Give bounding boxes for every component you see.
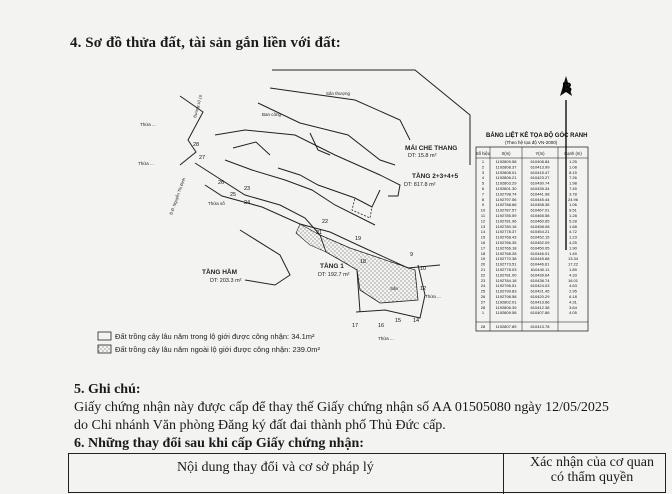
coord-cell: 4.33 bbox=[569, 272, 577, 278]
coord-cell: 1192808.37 bbox=[495, 164, 517, 170]
coord-cell: 9 bbox=[481, 202, 485, 208]
coord-cell: 610424.03 bbox=[530, 283, 550, 289]
coord-cell: 12 bbox=[480, 218, 486, 224]
coord-cell: 610412.38 bbox=[530, 304, 550, 310]
coord-cell: 1192778.03 bbox=[495, 267, 517, 272]
coord-cell: 1192806.21 bbox=[495, 175, 517, 181]
coord-cell: 1.28 bbox=[569, 213, 577, 218]
coord-cell: 1192808.01 bbox=[495, 169, 517, 175]
coord-cell: 610452.09 bbox=[530, 240, 550, 245]
plot-number-label: Thửa số bbox=[208, 201, 225, 206]
coord-cell: 21 bbox=[480, 267, 486, 272]
coord-cell: 1.06 bbox=[569, 202, 577, 208]
svg-text:24: 24 bbox=[244, 200, 251, 206]
note-line-2: do Chi nhánh Văn phòng Đăng ký đất đai thành phố Thủ Đức cấp. bbox=[74, 418, 446, 433]
coord-cell: 610465.58 bbox=[530, 213, 550, 218]
coord-cell: 610446.01 bbox=[530, 250, 550, 256]
coord-cell: 7.45 bbox=[569, 186, 577, 191]
coord-cell: 17 bbox=[480, 245, 486, 251]
coord-cell: 20 bbox=[480, 261, 486, 267]
coord-cell: 1192798.58 bbox=[495, 294, 517, 299]
coord-cell: 1192770.38 bbox=[495, 256, 517, 262]
coord-cell: 610438.74 bbox=[530, 277, 550, 283]
coord-cell: 1192799.83 bbox=[495, 288, 517, 294]
section-4-heading: 4. Sơ đồ thửa đất, tài sản gắn liền với đất: bbox=[70, 35, 341, 51]
mai-che-area: DT: 15.8 m² bbox=[408, 153, 437, 159]
svg-text:14: 14 bbox=[413, 318, 420, 324]
coord-cell: 5 bbox=[481, 180, 485, 186]
coord-cell: 610413.99 bbox=[530, 164, 550, 170]
coord-cell: 610441.98 bbox=[530, 191, 550, 197]
coord-cell: 28 bbox=[480, 324, 486, 329]
coord-cell: 10 bbox=[480, 207, 486, 213]
coord-cell: 25 bbox=[480, 288, 486, 294]
coord-cell: 1192778.37 bbox=[495, 229, 517, 235]
coord-cell: 3.78 bbox=[569, 191, 577, 197]
confirm-line-1: Xác nhận của cơ quan bbox=[529, 455, 654, 470]
neighbor-plot-4: Thửa ... bbox=[378, 336, 394, 341]
coord-cell: 1192796.51 bbox=[495, 283, 517, 289]
coord-table-subtitle: (Theo hệ tọa độ VN-2000) bbox=[505, 140, 558, 145]
svg-text:9: 9 bbox=[410, 252, 414, 258]
coord-cell: 26 bbox=[480, 294, 486, 299]
coord-cell: 1192807.89 bbox=[495, 324, 517, 329]
coord-cell: 1.49 bbox=[569, 250, 577, 256]
coord-cell: 17.22 bbox=[567, 261, 579, 267]
coord-cell: 1192768.28 bbox=[495, 250, 517, 256]
coord-cell: 1.90 bbox=[569, 245, 577, 251]
coord-cell: 610454.21 bbox=[530, 229, 550, 235]
coordinate-table bbox=[476, 131, 588, 331]
floor-1-area: DT: 192.7 m² bbox=[318, 272, 350, 278]
coord-cell: 610421.45 bbox=[530, 288, 550, 294]
coord-cell: 1192784.18 bbox=[495, 277, 517, 283]
mai-che-label: MÁI CHE THANG bbox=[405, 145, 458, 152]
coord-cell: 6 bbox=[481, 186, 485, 191]
coord-cell: 1.89 bbox=[569, 267, 577, 272]
coord-cell: 24 bbox=[480, 283, 486, 289]
coord-cell: 1.98 bbox=[569, 180, 577, 186]
svg-text:19: 19 bbox=[355, 236, 362, 242]
coord-cell: 1192809.58 bbox=[495, 159, 517, 164]
coord-cell: 1192797.56 bbox=[495, 196, 517, 202]
svg-text:10: 10 bbox=[420, 266, 427, 272]
coord-cell: 610446.61 bbox=[530, 261, 550, 267]
coord-cell: 610450.05 bbox=[530, 245, 550, 251]
coord-cell: 13.34 bbox=[567, 256, 579, 262]
roof-label: Sân thượng bbox=[326, 91, 350, 96]
legend-swatch-outside bbox=[98, 345, 111, 353]
coord-cell: 7 bbox=[481, 191, 485, 197]
coord-cell: 1192773.51 bbox=[495, 261, 517, 267]
coord-cell: 19 bbox=[480, 256, 486, 262]
coord-cell: 610413.78 bbox=[530, 324, 550, 329]
svg-text:12: 12 bbox=[420, 286, 427, 292]
svg-text:18: 18 bbox=[360, 259, 367, 265]
svg-text:23: 23 bbox=[244, 186, 251, 192]
coord-cell: 610423.27 bbox=[530, 175, 550, 181]
coord-cell: 8.15 bbox=[569, 169, 577, 175]
coord-cell: 610440.11 bbox=[530, 267, 550, 272]
coord-cell: 610430.74 bbox=[530, 180, 550, 186]
svg-text:15: 15 bbox=[395, 318, 402, 324]
coord-cell: 4.05 bbox=[569, 310, 577, 316]
coord-cell: 1192802.01 bbox=[495, 299, 517, 305]
coord-cell: 18 bbox=[480, 250, 486, 256]
coord-cell: 1 bbox=[481, 310, 485, 316]
coord-cell: 7.26 bbox=[569, 175, 577, 181]
floor-1-label: TẦNG 1 bbox=[320, 263, 344, 270]
section-5-heading: 5. Ghi chú: bbox=[74, 382, 141, 397]
coord-cell: 4 bbox=[481, 175, 485, 181]
coord-cell: 16 bbox=[480, 240, 486, 245]
coord-cell: 610408.84 bbox=[530, 159, 550, 164]
neighbor-plot-1: Thửa ... bbox=[140, 122, 156, 127]
coord-cell: 610420.29 bbox=[530, 294, 550, 299]
coord-cell: 4.63 bbox=[569, 283, 577, 289]
street-label: Đ.Đ. Nguyễn Thị Định bbox=[168, 177, 187, 216]
coord-cell: 1192766.35 bbox=[495, 240, 517, 245]
svg-text:16: 16 bbox=[378, 323, 385, 329]
section-5-note bbox=[74, 399, 664, 435]
coord-cell: 28 bbox=[480, 304, 486, 310]
coord-table-title: BẢNG LIỆT KÊ TỌA ĐỘ GÓC RANH bbox=[486, 133, 588, 139]
legend-outside-text: Đất trồng cây lâu năm ngoài lộ giới được công nhận: 239.0m² bbox=[115, 345, 320, 354]
legend-swatch-inside bbox=[98, 332, 111, 340]
coord-cell: 4.25 bbox=[569, 240, 577, 245]
basement-area: DT: 203.3 m² bbox=[210, 278, 242, 284]
changes-table bbox=[68, 453, 666, 493]
svg-text:22: 22 bbox=[322, 219, 329, 225]
coord-cell: 1192801.30 bbox=[495, 186, 517, 191]
svg-text:26: 26 bbox=[218, 180, 225, 186]
coord-cell: 1192766.18 bbox=[495, 245, 517, 251]
coord-cell: 15 bbox=[480, 234, 486, 240]
coord-cell: 9.51 bbox=[569, 207, 577, 213]
changes-col-content-header: Nội dung thay đổi và cơ sở pháp lý bbox=[177, 460, 374, 475]
coord-cell: 610467.01 bbox=[530, 207, 550, 213]
coord-cell: 24.96 bbox=[567, 196, 579, 202]
note-line-1: Giấy chứng nhận này được cấp để thay thế Giấy chứng nhận số AA 01505080 ngày 12/05/2025 bbox=[74, 400, 609, 415]
coord-cell: 1192788.66 bbox=[495, 202, 517, 208]
coord-cell: 1192785.59 bbox=[495, 213, 517, 218]
svg-text:27: 27 bbox=[199, 155, 206, 161]
coord-cell: 610445.44 bbox=[530, 196, 550, 202]
coord-cell: 27 bbox=[480, 299, 486, 305]
coord-cell: 1192806.39 bbox=[495, 304, 517, 310]
coord-header-cell: X(m) bbox=[501, 151, 511, 156]
coord-cell: 1192798.74 bbox=[495, 191, 517, 197]
coord-cell: 1.08 bbox=[569, 164, 577, 170]
basement-label: TẦNG HẦM bbox=[202, 269, 238, 276]
coord-cell: 1 bbox=[481, 159, 485, 164]
coord-cell: 610452.15 bbox=[530, 234, 550, 240]
coord-cell: 610407.86 bbox=[530, 310, 550, 316]
road-label: Đường số 10 bbox=[192, 94, 204, 119]
coord-cell: 16.01 bbox=[567, 277, 579, 283]
coord-cell: 3.64 bbox=[569, 304, 577, 310]
coord-cell: 1192781.00 bbox=[495, 272, 517, 278]
coord-cell: 610435.34 bbox=[530, 186, 550, 191]
changes-col-confirm-header bbox=[517, 455, 667, 485]
coord-header-cell: Số hiệu bbox=[475, 151, 491, 156]
coord-cell: 4.72 bbox=[569, 229, 577, 235]
coord-cell: 2 bbox=[481, 164, 485, 170]
coord-cell: 610413.66 bbox=[530, 299, 550, 305]
floor-2345-label: TẦNG 2+3+4+5 bbox=[412, 173, 459, 180]
coord-cell: 23 bbox=[480, 277, 486, 283]
coord-cell: 2.95 bbox=[569, 288, 577, 294]
coord-cell: 610458.08 bbox=[530, 223, 550, 229]
section-6-heading: 6. Những thay đổi sau khi cấp Giấy chứng nhận: bbox=[74, 436, 364, 451]
svg-text:21: 21 bbox=[316, 230, 323, 236]
coord-cell: 3 bbox=[481, 169, 485, 175]
coord-cell: 5.28 bbox=[569, 218, 577, 224]
confirm-line-2: có thẩm quyền bbox=[550, 470, 634, 485]
coord-cell: 1192768.43 bbox=[495, 234, 517, 240]
coord-header-cell: Y(m) bbox=[535, 151, 545, 156]
coord-cell: 11 bbox=[480, 213, 486, 218]
coord-cell: 1192787.57 bbox=[495, 207, 517, 213]
coord-cell: 22 bbox=[480, 272, 486, 278]
svg-text:28: 28 bbox=[193, 142, 200, 148]
coord-cell: 4.31 bbox=[569, 299, 577, 305]
coord-cell: 610415.47 bbox=[530, 169, 550, 175]
legend-inside-text: Đất trồng cây lâu năm trong lộ giới được công nhận: 34.1m² bbox=[115, 332, 315, 341]
coord-cell: 1192803.29 bbox=[495, 180, 517, 186]
coord-cell: 1.68 bbox=[569, 223, 577, 229]
balcony-label: Ban công bbox=[262, 112, 282, 117]
svg-text:17: 17 bbox=[352, 323, 359, 329]
coord-cell: 1192781.96 bbox=[495, 218, 517, 224]
coord-cell: 610445.68 bbox=[530, 256, 550, 262]
coord-cell: 8 bbox=[481, 196, 485, 202]
changes-col-content bbox=[69, 454, 504, 494]
coord-header-cell: Cạnh (m) bbox=[564, 151, 582, 156]
coord-cell: 610460.65 bbox=[530, 218, 550, 224]
coord-cell: 1192809.58 bbox=[495, 310, 517, 316]
svg-text:25: 25 bbox=[230, 192, 237, 198]
coord-cell: 610439.64 bbox=[530, 272, 550, 278]
coord-cell: 1.25 bbox=[569, 159, 577, 164]
coord-cell: 1.23 bbox=[569, 234, 577, 240]
coord-cell: 1192780.16 bbox=[495, 223, 517, 229]
floor-2345-area: DT: 817.8 m² bbox=[404, 182, 436, 188]
coord-cell: 13 bbox=[480, 223, 486, 229]
north-label: B bbox=[562, 79, 573, 95]
coord-cell: 6.18 bbox=[569, 294, 577, 299]
coord-cell: 14 bbox=[480, 229, 486, 235]
neighbor-plot-3: Thửa ... bbox=[425, 294, 441, 299]
neighbor-plot-2: Thửa ... bbox=[138, 161, 154, 166]
coord-cell: 610458.38 bbox=[530, 202, 550, 208]
yard-label: Sân bbox=[390, 286, 399, 291]
